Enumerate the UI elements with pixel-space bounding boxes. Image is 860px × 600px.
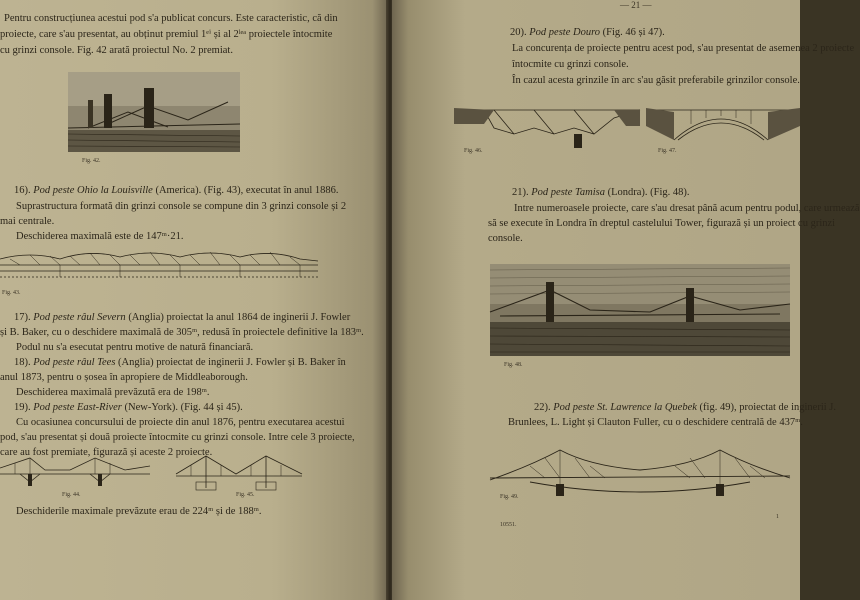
figure-46-caption: Fig. 46. bbox=[464, 148, 483, 154]
item-18-rest: (Anglia) proiectat de inginerii J. Fowler și B. Baker în bbox=[118, 357, 346, 368]
figure-48-caption: Fig. 48. bbox=[504, 362, 523, 368]
item-20-number: 20). bbox=[510, 27, 527, 38]
item-19-line-2: pod, s'au presentat și două proiecte întocmite cu grinzi console. Intre cele 3 proiecte, bbox=[0, 432, 355, 443]
left-line-3: cu grinzi console. Fig. 42 arată proiectul No. 2 premiat. bbox=[0, 45, 233, 56]
item-21-number: 21). bbox=[512, 187, 529, 198]
footer-mark: 10551. bbox=[500, 522, 517, 528]
item-22-line-1: Brunlees, L. Light și Clauton Fuller, cu o deschidere centrală de 437ᵐ. bbox=[508, 417, 803, 428]
left-page bbox=[0, 0, 388, 600]
item-18-title: Pod peste râul Tees bbox=[33, 357, 116, 368]
item-22-rest: (fig. 49), proiectat de inginerii J. bbox=[699, 402, 837, 413]
item-22-number: 22). bbox=[534, 402, 551, 413]
item-19-title: Pod peste East-River bbox=[33, 402, 122, 413]
item-16-line-3: Deschiderea maximală este de 147ᵐ·21. bbox=[16, 231, 184, 242]
item-22-heading bbox=[534, 401, 836, 414]
item-17-title: Pod peste râul Severn bbox=[33, 312, 126, 323]
figure-49-caption: Fig. 49. bbox=[500, 494, 519, 500]
item-21-title: Pod peste Tamisa bbox=[531, 187, 605, 198]
item-16-title: Pod peste Ohio la Louisville bbox=[33, 185, 153, 196]
item-19-heading bbox=[14, 401, 243, 414]
figure-48-engraving bbox=[490, 264, 790, 356]
item-17-rest: (Anglia) proiectat la anul 1864 de inginerii J. Fowler bbox=[128, 312, 351, 323]
item-20-line-2: întocmite cu grinzi console. bbox=[512, 59, 629, 70]
item-17-line-2: Podul nu s'a esecutat pentru motive de natură financiară. bbox=[16, 342, 254, 353]
left-line-2: proiecte, care s'au presentat, au obținut premiul 1ᵉⁱ și al 2ˡᵉᵃ proiectele întocmite bbox=[0, 29, 333, 40]
item-16-number: 16). bbox=[14, 185, 31, 196]
corner-mark: 1 bbox=[776, 514, 779, 520]
figure-42-engraving bbox=[68, 72, 240, 152]
item-17-heading bbox=[14, 311, 350, 324]
figure-45-cantilever bbox=[176, 452, 302, 492]
item-19-line-3: care au fost premiate, figurază și aceste 2 proiecte. bbox=[0, 447, 213, 458]
item-16-heading bbox=[14, 184, 339, 197]
figure-47-caption: Fig. 47. bbox=[658, 148, 677, 154]
figure-44-caption: Fig. 44. bbox=[62, 492, 81, 498]
item-21-heading bbox=[512, 186, 690, 199]
item-19-rest: (New-York). (Fig. 44 și 45). bbox=[124, 402, 243, 413]
figure-47-bridge bbox=[646, 104, 800, 148]
item-21-line-1: Intre numeroasele proiecte, care s'au dresat până acum pentru podul, care urmează bbox=[514, 203, 860, 214]
figure-46-bridge bbox=[454, 104, 640, 148]
figure-43-caption: Fig. 43. bbox=[2, 290, 21, 296]
item-16-line-1: Suprastructura formată din grinzi console se compune din 3 grinzi console și 2 bbox=[16, 201, 347, 212]
figure-42-caption: Fig. 42. bbox=[82, 158, 101, 164]
item-20-line-1: La concurența de proiecte pentru acest pod, s'au presentat de asemenea 2 proiecte bbox=[512, 43, 855, 54]
page-number: — 21 — bbox=[620, 0, 652, 10]
item-18-line-1: anul 1873, pentru o șosea în apropiere de Middleaborough. bbox=[0, 372, 248, 383]
item-20-title: Pod peste Douro bbox=[529, 27, 601, 38]
left-line-1: Pentru construcțiunea acestui pod s'a publicat concurs. Este caracteristic, că din bbox=[4, 13, 338, 24]
item-20-heading bbox=[510, 26, 665, 39]
figure-44-cantilever bbox=[0, 452, 150, 492]
item-19-line-1: Cu ocasiunea concursului de proiecte din anul 1876, pentru executarea acestui bbox=[16, 417, 345, 428]
item-18-line-2: Deschiderea maximală prevăzută era de 198ᵐ. bbox=[16, 387, 210, 398]
right-page bbox=[392, 0, 860, 600]
item-17-line-1: și B. Baker, cu o deschidere maximală de 305ᵐ, redusă în proiectele definitive la 183ᵐ. bbox=[0, 327, 364, 338]
item-16-rest: (America). (Fig. 43), executat în anul 1886. bbox=[155, 185, 339, 196]
figure-45-caption: Fig. 45. bbox=[236, 492, 255, 498]
figure-43-truss bbox=[0, 247, 318, 281]
item-21-rest: (Londra). (Fig. 48). bbox=[607, 187, 690, 198]
item-21-line-2: să se execute în Londra în dreptul castelului Tower, figurază și un proiect cu grinzi bbox=[488, 218, 836, 229]
item-19-number: 19). bbox=[14, 402, 31, 413]
item-21-line-3: console. bbox=[488, 233, 523, 244]
item-20-line-3: În cazul acesta grinzile în arc s'au găsit preferabile grinzilor console. bbox=[512, 75, 800, 86]
item-22-title: Pod peste St. Lawrence la Quebek bbox=[553, 402, 697, 413]
item-17-number: 17). bbox=[14, 312, 31, 323]
item-20-rest: (Fig. 46 și 47). bbox=[602, 27, 665, 38]
item-16-line-2: mai centrale. bbox=[0, 216, 55, 227]
item-18-number: 18). bbox=[14, 357, 31, 368]
item-18-heading bbox=[14, 356, 346, 369]
left-last-line: Deschiderile maximale prevăzute erau de 224ᵐ și de 188ᵐ. bbox=[16, 506, 262, 517]
figure-49-cantilever bbox=[490, 444, 790, 500]
